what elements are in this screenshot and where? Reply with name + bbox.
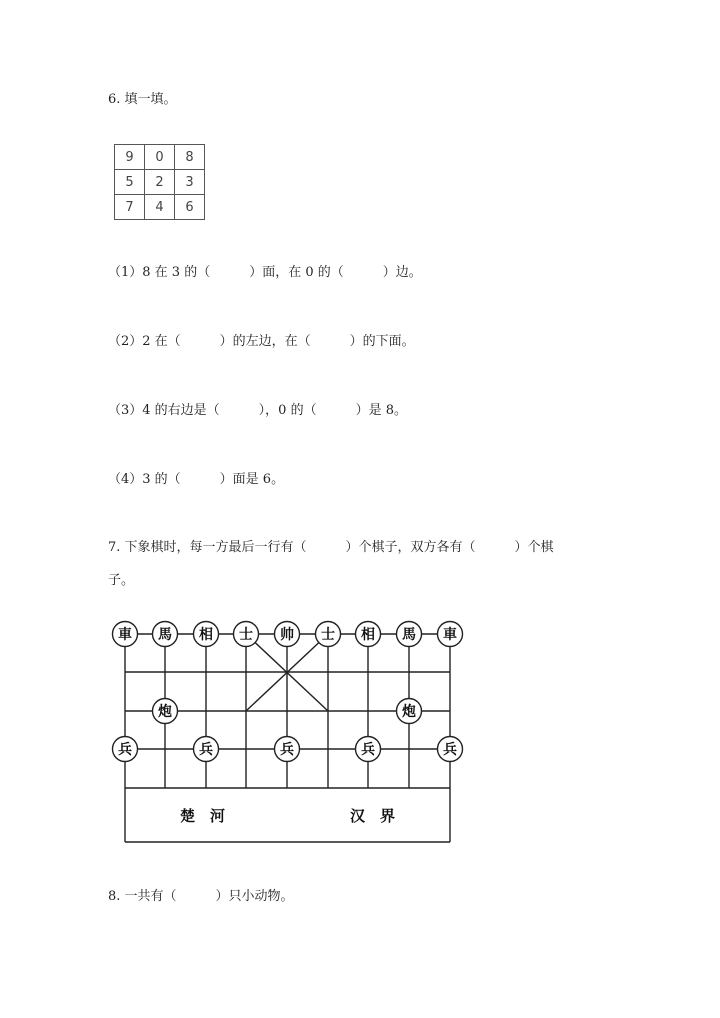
soldier-piece [275,737,300,762]
svg-text:兵: 兵 [199,742,213,758]
svg-text:兵: 兵 [361,742,375,758]
svg-text:車: 車 [443,627,457,643]
svg-text:車: 車 [118,627,132,643]
svg-text:士: 士 [321,627,335,643]
q7-line-1: 7. 下象棋时，每一方最后一行有（ ）个棋子，双方各有（ ）个棋 [108,540,554,555]
river-text-right: 汉 界 [350,807,396,825]
chess-piece [153,622,178,647]
chess-piece [316,622,341,647]
soldier-piece [194,737,219,762]
cannon-piece [397,699,422,724]
chess-piece [438,622,463,647]
q6-item-3: （3）4 的右边是（ ），0 的（ ）是 8。 [108,403,407,418]
svg-text:炮: 炮 [158,704,172,720]
svg-text:兵: 兵 [118,742,132,758]
svg-text:相: 相 [361,627,375,643]
svg-text:士: 士 [239,627,253,643]
soldier-piece [356,737,381,762]
grid-cell: 0 [145,145,175,170]
grid-cell: 3 [175,170,205,195]
grid-cell: 7 [115,195,145,220]
q6-item-4: （4）3 的（ ）面是 6。 [108,472,285,487]
svg-text:兵: 兵 [280,742,294,758]
q8-title: 8. 一共有（ ）只小动物。 [108,889,294,904]
chess-piece [275,622,300,647]
chess-piece [356,622,381,647]
grid-cell: 2 [145,170,175,195]
grid-cell: 4 [145,195,175,220]
number-grid [114,144,205,220]
cannon-piece [153,699,178,724]
chess-piece [234,622,259,647]
svg-text:馬: 馬 [402,627,416,643]
chess-piece [113,622,138,647]
svg-text:馬: 馬 [158,627,172,643]
grid-cell: 9 [115,145,145,170]
svg-text:帅: 帅 [280,627,294,643]
grid-cell: 5 [115,170,145,195]
svg-text:相: 相 [199,627,213,643]
chess-piece [397,622,422,647]
q7-line-2: 子。 [108,573,135,588]
chess-board [100,610,480,850]
q6-item-1: （1）8 在 3 的（ ）面，在 0 的（ ）边。 [108,265,422,280]
q6-title: 6. 填一填。 [108,92,177,107]
river-text-left: 楚 河 [180,807,226,825]
soldier-piece [113,737,138,762]
chess-piece [194,622,219,647]
svg-text:炮: 炮 [402,704,416,720]
soldier-piece [438,737,463,762]
svg-text:兵: 兵 [443,742,457,758]
q6-item-2: （2）2 在（ ）的左边，在（ ）的下面。 [108,334,415,349]
grid-cell: 6 [175,195,205,220]
grid-cell: 8 [175,145,205,170]
